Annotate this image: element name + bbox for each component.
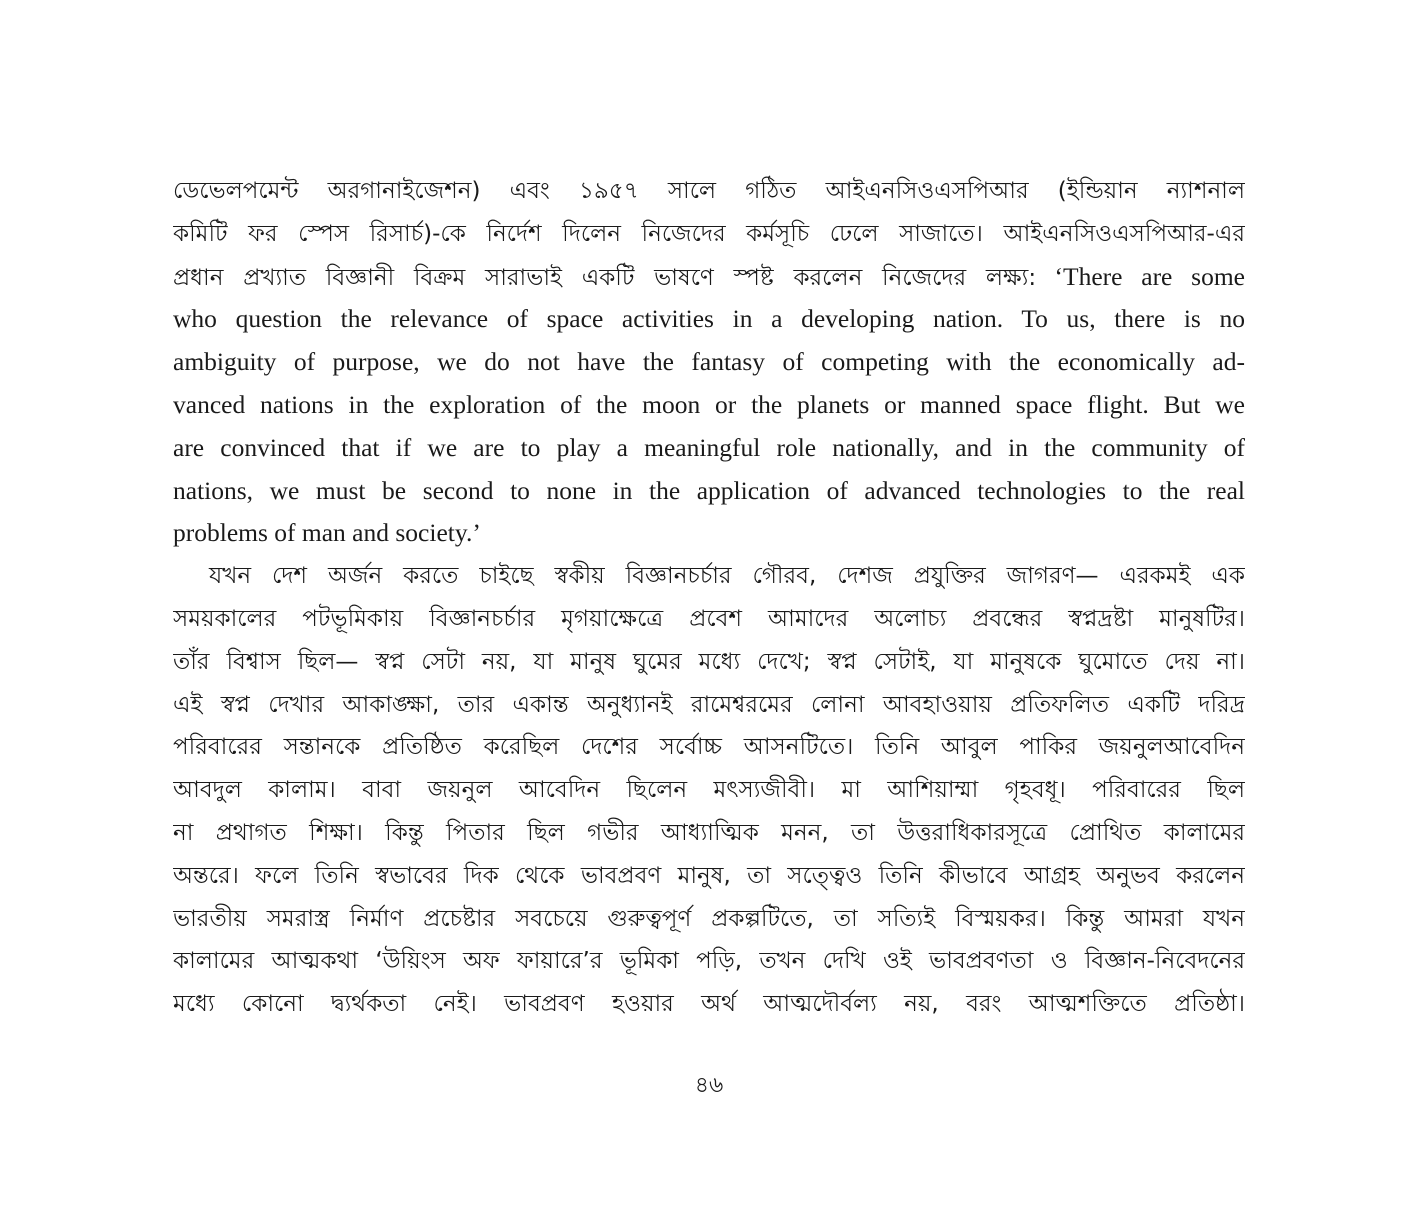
text-line: সময়কালের পটভূমিকায় বিজ্ঞানচর্চার মৃগয়াক্ষেত্রে প্রবেশ আমাদের অলোচ্য প্রবন্ধের স্বপ্নদ্রষ্টা মানুষটির। (173, 605, 1245, 632)
quote-line: nations, we must be second to none in the application of advanced technologies to the real (173, 475, 1245, 505)
text-line: না প্রথাগত শিক্ষা। কিন্তু পিতার ছিল গভীর আধ্যাত্মিক মনন, তা উত্তরাধিকারসূত্রে প্রোথিত কালামের (173, 819, 1245, 846)
text-line: অন্তরে। ফলে তিনি স্বভাবের দিক থেকে ভাবপ্রবণ মানুষ, তা সত্ত্বেও তিনি কীভাবে আগ্রহ অনুভব করলেন (173, 862, 1245, 889)
text-line (173, 170, 1245, 213)
text-line: ভারতীয় সমরাস্ত্র নির্মাণ প্রচেষ্টার সবচেয়ে গুরুত্বপূর্ণ প্রকল্পটিতে, তা সত্যিই বিস্ময়কর। কিন্তু আমরা যখন (173, 905, 1245, 932)
paragraph-2 (173, 555, 1245, 1026)
quote-line: are convinced that if we are to play a meaningful role nationally, and in the community of (173, 432, 1245, 462)
bengali-text: প্রধান প্রখ্যাত বিজ্ঞানী বিক্রম সারাভাই একটি ভাষণে স্পষ্ট করলেন নিজেদের লক্ষ্য: (173, 264, 1037, 291)
quote-line: who question the relevance of space activities in a developing nation. To us, there is no (173, 304, 1245, 334)
text-line: যখন দেশ অর্জন করতে চাইছে স্বকীয় বিজ্ঞানচর্চার গৌরব, দেশজ প্রযুক্তির জাগরণ— এরকমই এক (209, 563, 1245, 590)
bengali-text: কমিটি ফর স্পেস রিসার্চ)-কে নির্দেশ দিলেন নিজেদের কর্মসূচি ঢেলে সাজাতে। আইএনসিওএসপিআর-এর (173, 220, 1245, 247)
quote-line: vanced nations in the exploration of the moon or the planets or manned space flight. But we (173, 389, 1245, 419)
text-line: আবদুল কালাম। বাবা জয়নুল আবেদিন ছিলেন মৎস্যজীবী। মা আশিয়াম্মা গৃহবধূ। পরিবারের ছিল (173, 777, 1245, 804)
text-line (173, 213, 1245, 256)
body-text (173, 170, 1245, 1026)
text-line: এই স্বপ্ন দেখার আকাঙ্ক্ষা, তার একান্ত অনুধ্যানই রামেশ্বরমের লোনা আবহাওয়ায় প্রতিফলিত একটি দরিদ্র (173, 691, 1245, 718)
text-line: তাঁর বিশ্বাস ছিল— স্বপ্ন সেটা নয়, যা মানুষ ঘুমের মধ্যে দেখে; স্বপ্ন সেটাই, যা মানুষকে ঘুমোতে দেয় না। (173, 648, 1245, 675)
text-line: মধ্যে কোনো দ্ব্যর্থকতা নেই। ভাবপ্রবণ হওয়ার অর্থ আত্মদৌর্বল্য নয়, বরং আত্মশক্তিতে প্রতিষ্ঠা। (173, 991, 1245, 1018)
text-line (173, 256, 1245, 299)
text-line: কালামের আত্মকথা ‘উয়িংস অফ ফায়ারে’র ভূমিকা পড়ি, তখন দেখি ওই ভাবপ্রবণতা ও বিজ্ঞান-নিবেদনের (173, 948, 1245, 975)
page-number: ৪৬ (694, 1073, 724, 1098)
text-line: পরিবারের সন্তানকে প্রতিষ্ঠিত করেছিল দেশের সর্বোচ্চ আসনটিতে। তিনি আবুল পাকির জয়নুলআবেদিন (173, 734, 1245, 761)
paragraph-1 (173, 170, 1245, 555)
quote-line: ambiguity of purpose, we do not have the fantasy of competing with the economically ad- (173, 347, 1245, 377)
english-quote-text: ‘There are some (1054, 261, 1245, 291)
quote-line: problems of man and society.’ (173, 518, 481, 548)
bengali-text: ডেভেলপমেন্ট অরগানাইজেশন) এবং ১৯৫৭ সালে গঠিত আইএনসিওএসপিআর (ইন্ডিয়ান ন্যাশনাল (173, 178, 1245, 204)
